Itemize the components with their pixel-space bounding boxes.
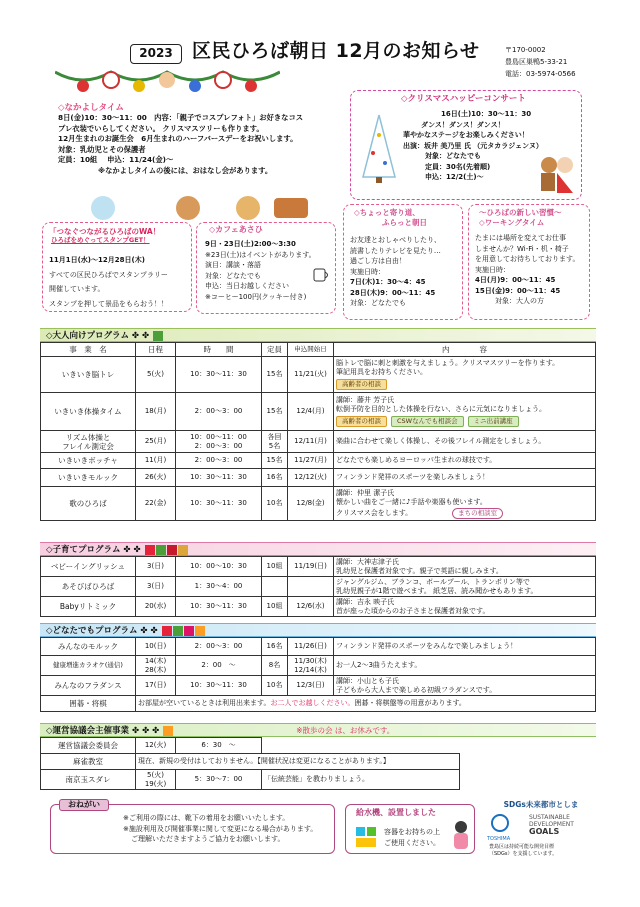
child-program-label: ◇子育てプログラム ✤ ✤ [46,545,141,555]
sdgs-logo-line: SUSTAINABLE [529,814,570,821]
program-capacity [262,577,288,597]
table-row [41,577,596,597]
coffee-cup-icon [311,263,331,285]
program-time: 2：00 ～ [176,656,262,676]
program-content: 楽曲に合わせて楽しく体操し、その後フレイル測定をしましょう。 [334,431,596,453]
concert-line: 定員：30名(先着順) [425,162,491,171]
table-row [41,469,596,487]
cafe-line: 対象：どなたでも [205,271,261,280]
program-start: 12/4(月) [288,393,334,431]
program-content: フィンランド発祥のスポーツをみんなで楽しみましょう！ [334,638,596,656]
stamp-line: 開催しています。 [49,285,105,293]
program-time: 10：30～11：30 [176,597,262,617]
consult-tag: 高齢者の相談 [336,379,387,390]
program-date: 12(火) [136,738,176,754]
content-line: 講師：藤井 芳子氏 [336,395,395,404]
program-name: いきいき体操タイム [41,393,136,431]
everyone-program-label: ◇どなたでもプログラム ✤ ✤ [46,626,158,636]
everyone-program-heading [40,623,596,637]
program-date: 26(火) [136,469,176,487]
program-start [288,656,334,676]
christmas-tree-icon [359,113,399,185]
consult-tag: ミニ出前講座 [468,416,519,427]
program-date: 3(日) [136,557,176,577]
table-row [41,638,596,656]
program-start: 12/8(金) [288,487,334,521]
table-row [41,754,460,770]
program-capacity: 10名 [262,487,288,521]
everyone-program-table [40,637,596,712]
working-line: 対象：大人の方 [495,297,544,305]
col-header: 日程 [136,343,176,357]
content-line: ジャングルジム、ブランコ、ボールプール、トランポリン等で [336,577,530,586]
concert-line: 出演：坂井 美乃里 氏 （元タカラジェンヌ） [403,141,543,150]
chotto-line: 7日(木)1：30～4：45 [350,278,426,286]
content-line: 講師：吉永 映子氏 [336,597,395,606]
table-row [41,770,460,790]
table-row [41,738,460,754]
notice-line: ※施設利用及び開催事業に関して変更になる場合があります。 [123,824,318,833]
program-capacity: 16名 [262,469,288,487]
content-line: 懐かしい曲をご一緒に♪手話や楽器も使います。 [336,498,487,506]
capacity-line: 5名 [268,441,281,450]
chotto-heading: ◇ちょっと寄り道、 [354,208,420,217]
capacity-line: 各回 [267,432,282,441]
program-name-line: フレイル測定会 [62,441,114,451]
water-dispenser-box [345,804,475,854]
col-header: 時 間 [176,343,262,357]
content-line-highlight: お二人でお越しください。 [270,699,355,708]
sdg-icon [162,626,172,636]
sdg-icon [167,545,177,555]
sdgs-logo-line: GOALS [529,827,560,836]
program-name: いきいきモルック [41,469,136,487]
content-line: 講師：仲里 潔子氏 [336,488,395,497]
program-date: 11(月) [136,453,176,469]
chotto-line: 過ごし方は自由！ [350,257,406,265]
col-header: 事 業 名 [41,343,136,357]
program-name [41,431,136,453]
council-program-heading [40,723,596,737]
program-capacity: 8名 [262,656,288,676]
program-content: お一人2～3曲うたえます。 [334,656,596,676]
col-header: 申込開始日 [288,343,334,357]
nakayoshi-line: 8日(金)10：30～11：00 内容：「親子でコスプレフォト」お好きなコス [58,113,304,123]
date-line: 5(火) [147,770,164,779]
council-program-label: ◇運営協議会主催事業 ✤ ✤ ✤ [46,726,160,736]
program-capacity [262,431,288,453]
time-line: 10：00～11：00 [190,432,247,441]
table-row [41,597,596,617]
program-time: 1：30～4：00 [176,577,262,597]
program-name: 南京玉スダレ [41,770,136,790]
program-start: 11/19(日) [288,557,334,577]
adult-program-section [40,328,596,521]
stamp-rally-section [42,222,192,312]
program-time [176,431,262,453]
date-line: 28(木) [144,665,167,674]
program-start: 12/6(水) [288,597,334,617]
working-line: 4日(月)9：00～11：45 [475,276,556,284]
program-name: 囲碁・将棋 [41,696,136,712]
program-capacity: 15名 [262,453,288,469]
table-row [41,557,596,577]
program-name: 麻雀教室 [41,754,136,770]
program-date: 17(日) [136,676,176,696]
sdg-icon [156,545,166,555]
program-content [334,393,596,431]
program-name: 運営協議会委員会 [41,738,136,754]
content-line: 乳幼児親子が1階で遊べます。 紙芝居、読み聞かせもあります。 [336,586,538,595]
child-program-section [40,542,596,617]
cafe-line: ※コーヒー100円(クッキー付き) [205,292,307,301]
content-line: 乳幼児と保護者対象です。親子で英語に親しみます。 [336,566,503,575]
stamp-subheading: ひろばをめぐってスタンプGET！ [51,236,150,244]
empty-cell [262,738,460,754]
program-name: あそびばひろば [41,577,136,597]
working-line: しませんか？Wi-Fi・机・椅子 [475,244,569,253]
program-start [288,577,334,597]
program-time: 10：30～11：30 [176,487,262,521]
table-row [41,696,596,712]
program-name: 歌のひろば [41,487,136,521]
stamp-period: 11月1日(水)～12月28日(木) [49,256,145,264]
nakayoshi-section [58,103,348,176]
program-content: フィンランド発祥のスポーツを楽しみましょう！ [334,469,596,487]
chotto-line: 対象：どなたでも [350,299,406,307]
program-content: どなたでも楽しめるヨーロッパ生まれの球技です。 [334,453,596,469]
program-content [334,597,596,617]
sdg-icon [153,331,163,341]
program-start: 11/27(月) [288,453,334,469]
program-content [136,696,596,712]
water-line: 容器をお持ちの上 [384,828,440,836]
mascots-illustration [88,192,318,224]
cafe-line: 演目：講談・落語 [205,261,261,269]
council-program-section [40,723,596,790]
content-line: 子どもから大人まで楽しめる初級フラダンスです。 [336,685,497,694]
cafe-heading: ◇カフェあさひ [209,225,263,234]
time-line: 2：00～3：00 [194,441,243,450]
water-bottle-icon [354,825,378,849]
concert-line: 華やかなステージをお楽しみください！ [403,131,529,139]
table-row [41,487,596,521]
content-line: 囲碁・将棋盤等の用意があります。 [354,699,466,708]
christmas-garland-illustration [55,66,280,106]
nakayoshi-line: プレ衣装でいらしてください。 クリスマスツリーも作ります。 [58,123,264,133]
concert-heading: ◇クリスマスハッピーコンサート [401,94,526,104]
program-capacity: 15名 [262,357,288,393]
sdg-icon [195,626,205,636]
sdgs-note: （SDGs）を支援しています。 [489,850,558,857]
concert-line: ダンス！ダンス！ダンス！ [421,120,505,129]
child-program-table [40,556,596,617]
santa-reindeer-icon [537,151,577,195]
page-title: 区民ひろば朝日 12月のお知らせ [192,40,480,62]
adult-program-heading [40,328,596,342]
program-start: 12/12(火) [288,469,334,487]
sdgs-block [485,800,597,860]
program-date: 5(火) [136,357,176,393]
program-content [334,577,596,597]
postal-code: 〒170-0002 [505,46,546,54]
nakayoshi-line: 対象：乳幼児とその保護者 [58,144,146,154]
nakayoshi-line: 定員：10組 申込：11/24(金)～ [58,155,174,165]
chotto-section [343,204,463,320]
program-time: 2：00～3：00 [176,393,262,431]
notice-label: おねがい [59,799,109,811]
sdg-icon [145,545,155,555]
cafe-date: 9日・23日(土)2:00～3:30 [205,240,296,248]
chotto-line: 実施日時： [350,267,385,276]
program-name: みんなのモルック [41,638,136,656]
table-row [41,357,596,393]
program-name: ベビーイングリッシュ [41,557,136,577]
stamp-heading: 「つなぐつながるひろばのWA！ [49,227,161,236]
content-line: 講師：小山とも子氏 [336,676,399,685]
content-line: 脳トレで脳に刺と刺激を与えましょう。クリスマスツリーを作ります。 [336,358,560,367]
notice-line: ※ご利用の際には、靴下の着用をお願いいたします。 [123,814,290,822]
program-start: 11/26(日) [288,638,334,656]
working-heading: ～ひろばの新しい習慣～ [479,208,562,217]
consult-tag: CSWなんでも相談会 [391,416,464,427]
concert-line: 申込：12/2(土)～ [425,173,484,181]
program-time: 10：00～10：30 [176,557,262,577]
program-start: 12/11(月) [288,431,334,453]
concert-line: 対象：どなたでも [425,152,481,160]
toshima-label: TOSHIMA [487,836,511,842]
program-time: 6：30 ～ [176,738,262,754]
program-content [334,557,596,577]
program-date: 20(水) [136,597,176,617]
program-time: 10：30～11：30 [176,469,262,487]
notice-box [50,800,335,854]
street-address: 豊島区巣鴨5-33-21 [505,58,568,66]
table-row [41,393,596,431]
working-line: 実施日時： [475,265,510,274]
content-line: お部屋が空いているときは利用出来ます。 [138,699,271,708]
program-date: 25(月) [136,431,176,453]
program-time: 2：00～3：00 [176,453,262,469]
council-program-table [40,737,460,790]
program-content: 「伝統芸能」を教わりましょう。 [262,770,460,790]
date-line: 14(木) [144,656,167,665]
notice-line: ご理解いただきますようご協力をお願いします。 [131,835,285,843]
child-program-heading [40,542,596,556]
chotto-heading-2: ふらっと朝日 [382,218,427,227]
chotto-line: 読書したりテレビを見たり… [350,246,441,255]
stamp-line: すべての区民ひろばでスタンプラリー [49,270,168,279]
content-line: 転倒予防を目的とした体操を行ない、さらに元気になりましょう。 [336,404,546,413]
program-name: Babyリトミック [41,597,136,617]
program-date: 3(日) [136,577,176,597]
working-line: を用意してお待ちしております。 [475,255,580,263]
program-time: 10：30～11：30 [176,676,262,696]
nakayoshi-heading: ◇なかよしタイム [58,103,124,113]
start-line: 11/30(木) [294,656,327,665]
cafe-line: ※23日(土)はイベントがあります。 [205,250,316,259]
program-capacity: 10組 [262,557,288,577]
program-name: 健康増進カラオケ(通信) [41,656,136,676]
program-content [334,676,596,696]
working-line: 15日(金)9：00～11：45 [475,286,561,295]
address-block [505,44,576,80]
program-start: 12/3(日) [288,676,334,696]
working-line: たまには場所を変えてお仕事 [475,234,566,242]
concert-date: 16日(土)10：30～11：30 [441,110,532,118]
program-name: いきいきボッチャ [41,453,136,469]
toshima-logo-icon [487,813,513,837]
content-line: 首が座った頃からのお子さまと保護者対象です。 [336,606,490,615]
everyone-program-section [40,623,596,712]
col-header: 内 容 [334,343,596,357]
council-note: ※散歩の会 は、お休みです。 [296,726,395,735]
working-heading-2: ◇ワーキングタイム [479,218,545,227]
concert-section [350,90,582,200]
content-line: クリスマス会をします。 [336,508,413,517]
table-row [41,453,596,469]
water-line: ご使用ください。 [384,838,440,847]
year-badge: 2023 [130,44,182,64]
cafe-section [196,222,336,314]
chotto-line: 28日(木)9：00～11：45 [350,288,436,297]
sdgs-logo-line: DEVELOPMENT [529,821,574,828]
table-row [41,656,596,676]
consult-tag: 高齢者の相談 [336,416,387,427]
content-line: 筆記用具をお持ちください。 [336,367,427,376]
sdg-icon [163,726,173,736]
program-date: 18(月) [136,393,176,431]
program-date: 22(金) [136,487,176,521]
program-date [136,656,176,676]
program-date: 10(日) [136,638,176,656]
sdg-icon [173,626,183,636]
sdgs-note: 豊島区は持続可能な開発目標 [489,844,555,850]
table-row [41,431,596,453]
date-line: 19(火) [144,779,167,788]
nakayoshi-line: ※なかよしタイムの後には、おはなし会があります。 [98,165,273,175]
start-line: 12/14(木) [294,665,327,674]
sdg-icon [184,626,194,636]
person-icon [450,819,472,851]
program-content [334,487,596,521]
col-header: 定員 [262,343,288,357]
working-section [468,204,590,320]
water-label: 給水機、設置しました [356,808,436,817]
consult-tag: まちの相談室 [452,508,503,519]
cafe-line: 申込：当日お越しください [205,282,289,290]
chotto-line: お友達とおしゃべりしたり、 [350,236,441,244]
nakayoshi-line: 12月生まれのお誕生会 6月生まれのハーフバースデーをお祝いします。 [58,134,298,144]
content-line: 講師：大神志津子氏 [336,557,399,566]
table-row [41,676,596,696]
adult-program-table [40,342,596,521]
program-time: 10：30～11：30 [176,357,262,393]
sdgs-title: SDGs未来都市としま [503,800,579,809]
program-capacity: 10名 [262,676,288,696]
sdg-icon [178,545,188,555]
program-capacity: 10組 [262,597,288,617]
program-name-line: リズム体操と [65,432,111,442]
program-start: 11/21(火) [288,357,334,393]
program-content [334,357,596,393]
program-name: みんなのフラダンス [41,676,136,696]
program-date [136,770,176,790]
program-content: 現在、新規の受付はしておりません。【開催状況は変更になることがあります。】 [136,754,460,770]
sdgs-logo [529,814,574,835]
program-capacity: 15名 [262,393,288,431]
adult-program-label: ◇大人向けプログラム ✤ ✤ [46,331,150,341]
program-time: 5：30～7：00 [176,770,262,790]
program-time: 2：00～3：00 [176,638,262,656]
stamp-line: スタンプを押して景品をもらおう！！ [49,299,168,308]
program-name: いきいき脳トレ [41,357,136,393]
phone-number: 電話：03-5974-0566 [505,70,576,78]
program-capacity: 16名 [262,638,288,656]
